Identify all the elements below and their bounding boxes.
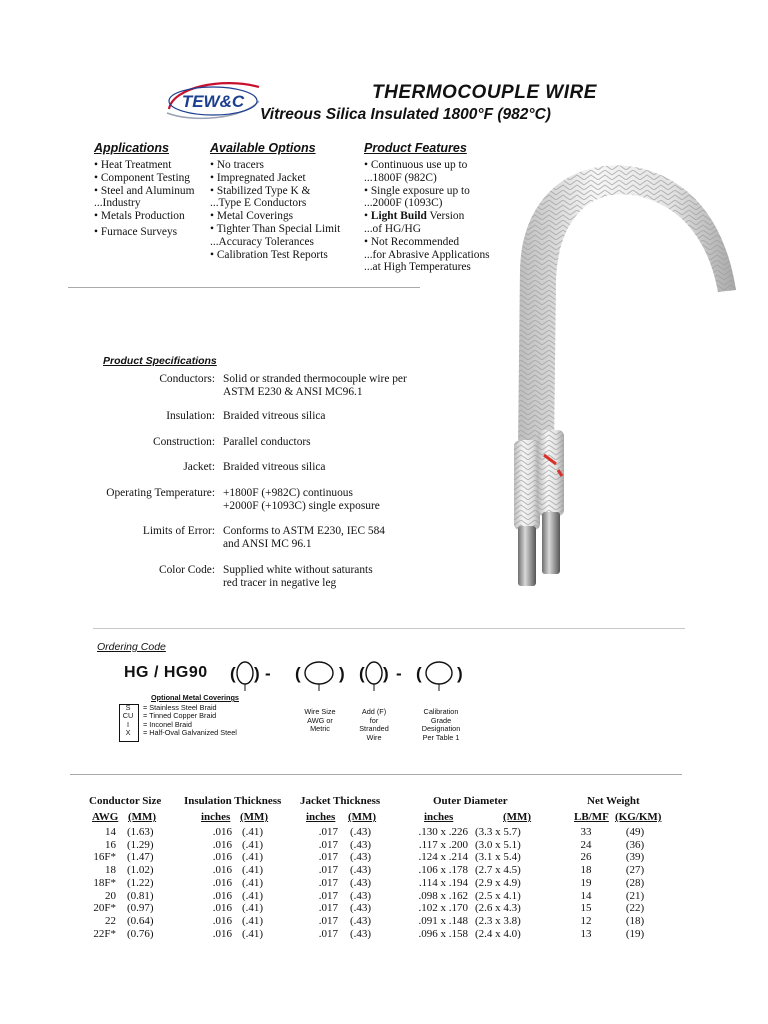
spec-line: +1800F (+982C) continuous: [223, 487, 353, 499]
cell-insulation-mm: (.41): [242, 902, 264, 915]
cell-outer-mm: (3.0 x 5.1): [475, 838, 521, 851]
spec-line: red tracer in negative leg: [223, 576, 337, 589]
cell-outer-in: .106 x .178: [418, 864, 468, 877]
table-row: [80, 890, 680, 903]
cell-awg: 20: [105, 889, 116, 902]
cell-outer-mm: (2.9 x 4.9): [475, 876, 521, 889]
cell-weight-kg: (39): [625, 851, 645, 864]
specs-heading: Product Specifications: [103, 355, 217, 367]
list-item: • Furnace Surveys: [94, 225, 178, 238]
list-item: ...of HG/HG: [364, 222, 421, 235]
cell-jacket-mm: (.43): [350, 902, 372, 915]
list-item: • Metals Production: [94, 210, 185, 223]
company-logo: [163, 79, 263, 121]
page-title: THERMOCOUPLE WIRE: [372, 82, 597, 103]
subheader-mm: (MM): [240, 811, 269, 823]
cell-weight-lb: 18: [580, 864, 592, 877]
calibration-note: Calibration Grade Designation Per Table 1: [421, 707, 461, 742]
spec-line: ASTM E230 & ANSI MC96.1: [223, 385, 363, 398]
list-item: • Calibration Test Reports: [210, 248, 328, 261]
cell-insulation-in: .016: [212, 914, 232, 927]
col-header-weight: Net Weight: [587, 795, 640, 807]
cell-jacket-in: .017: [318, 914, 338, 927]
spec-label: Insulation:: [166, 410, 215, 422]
cell-weight-lb: 12: [580, 914, 592, 927]
cell-insulation-in: .016: [212, 927, 232, 940]
cell-jacket-mm: (.43): [350, 927, 372, 940]
cell-awg-mm: (0.64): [127, 914, 154, 927]
cell-awg: 14: [105, 826, 116, 838]
cell-weight-kg: (28): [625, 876, 645, 889]
cell-awg-mm: (1.22): [127, 876, 154, 889]
svg-text:-: -: [265, 664, 271, 683]
features-section: [364, 141, 490, 274]
cell-outer-in: .114 x .194: [418, 876, 468, 889]
list-item: ...Industry: [94, 197, 141, 210]
spec-value: [223, 461, 423, 474]
list-item: • Single exposure up to: [364, 184, 470, 197]
cell-weight-kg: (18): [625, 914, 645, 927]
cell-insulation-mm: (.41): [242, 914, 264, 927]
cell-outer-mm: (3.3 x 5.7): [475, 826, 521, 838]
list-item: ...at High Temperatures: [364, 261, 471, 274]
covering-row: CU = Tinned Copper Braid: [122, 711, 217, 720]
cell-outer-mm: (2.7 x 4.5): [475, 864, 521, 877]
spec-label: Operating Temperature:: [106, 487, 215, 499]
applications-list: [94, 159, 195, 239]
cell-insulation-mm: (.41): [242, 876, 264, 889]
cell-insulation-in: .016: [212, 864, 232, 877]
col-header-conductor: Conductor Size: [89, 795, 162, 807]
cell-outer-mm: (2.5 x 4.1): [475, 889, 521, 902]
cell-outer-mm: (2.4 x 4.0): [475, 927, 521, 940]
ordering-heading: Ordering Code: [97, 641, 166, 653]
divider: [68, 287, 420, 288]
svg-text:(: (: [359, 664, 365, 683]
spec-line: Parallel conductors: [223, 436, 311, 448]
spec-value: [223, 564, 423, 590]
list-item: • Tighter Than Special Limit: [210, 222, 341, 235]
spec-label: Jacket:: [183, 461, 215, 473]
spec-line: Braided vitreous silica: [223, 461, 326, 473]
features-list: [364, 159, 490, 274]
cell-jacket-in: .017: [318, 838, 338, 851]
bold-fragment: Light Build: [370, 210, 427, 223]
divider: [70, 774, 682, 775]
cell-jacket-mm: (.43): [350, 876, 372, 889]
list-item: ...2000F (1093C): [364, 197, 443, 210]
applications-heading: Applications: [94, 141, 170, 155]
cell-insulation-in: .016: [212, 851, 232, 864]
cell-jacket-in: .017: [318, 902, 338, 915]
table-row: [80, 826, 680, 839]
cell-awg: 16F*: [93, 851, 116, 864]
wire-size-note: Wire Size AWG or Metric: [304, 707, 336, 734]
subheader-mm: (MM): [503, 811, 532, 823]
table-row: [80, 877, 680, 890]
spec-label: Conductors:: [159, 373, 215, 385]
subheader-inches: inches: [306, 811, 336, 823]
cell-awg-mm: (1.02): [127, 864, 154, 877]
spec-label: Color Code:: [158, 564, 215, 576]
subheader-inches: inches: [424, 811, 454, 823]
options-heading: Available Options: [210, 141, 316, 155]
cell-jacket-in: .017: [318, 927, 338, 940]
spec-value: [223, 487, 423, 513]
ordering-code-slots: [225, 658, 475, 692]
spec-value: [223, 410, 423, 423]
list-item: • Heat Treatment: [94, 159, 172, 171]
subheader-awg: AWG: [92, 811, 119, 823]
cell-weight-kg: (21): [625, 889, 645, 902]
features-heading: Product Features: [364, 141, 467, 155]
list-item: • Steel and Aluminum: [94, 184, 195, 197]
list-item: ...Type E Conductors: [210, 197, 307, 210]
options-list: [210, 159, 340, 261]
cell-weight-lb: 13: [580, 927, 592, 940]
cell-awg-mm: (1.47): [127, 851, 154, 864]
spec-line: +2000F (+1093C) single exposure: [223, 499, 380, 512]
cell-outer-in: .102 x .170: [418, 902, 468, 915]
subheader-mm: (MM): [348, 811, 377, 823]
covering-row: I = Inconel Braid: [126, 719, 192, 729]
divider: [93, 628, 685, 629]
cell-jacket-in: .017: [318, 826, 338, 838]
cell-outer-in: .117 x .200: [418, 838, 468, 851]
cell-outer-in: .124 x .214: [418, 851, 468, 864]
cell-outer-in: .098 x .162: [418, 889, 468, 902]
cell-outer-mm: (2.3 x 3.8): [475, 914, 521, 927]
metal-coverings-table: [113, 694, 283, 738]
spec-value: [223, 525, 423, 551]
cell-weight-lb: 26: [580, 851, 592, 864]
applications-section: [94, 141, 195, 239]
cell-jacket-mm: (.43): [350, 914, 372, 927]
list-item: ...1800F (982C): [364, 171, 437, 184]
cell-insulation-mm: (.41): [242, 826, 264, 838]
list-item: • Light Build Version: [364, 210, 465, 223]
spec-line: Conforms to ASTM E230, IEC 584: [223, 525, 386, 537]
cell-awg: 18: [105, 864, 116, 877]
cell-outer-in: .130 x .226: [418, 826, 468, 838]
list-item: • Metal Coverings: [210, 210, 294, 223]
cell-awg-mm: (0.97): [127, 902, 154, 915]
cell-awg: 16: [105, 838, 116, 851]
cell-awg-mm: (0.76): [127, 927, 154, 940]
svg-text:): ): [383, 664, 389, 683]
cell-insulation-in: .016: [212, 902, 232, 915]
table-row: [80, 851, 680, 864]
list-item: • Stabilized Type K &: [210, 184, 311, 197]
svg-text:): ): [339, 664, 345, 683]
cell-insulation-mm: (.41): [242, 864, 264, 877]
subheader-lbmf: LB/MF: [574, 811, 609, 823]
cell-weight-kg: (22): [625, 902, 645, 915]
cell-weight-kg: (19): [625, 927, 645, 940]
subheader-mm: (MM): [128, 811, 157, 823]
cell-jacket-mm: (.43): [350, 864, 372, 877]
spec-value: [223, 373, 423, 399]
page-subtitle: Vitreous Silica Insulated 1800°F (982°C): [260, 106, 551, 123]
cell-insulation-mm: (.41): [242, 851, 264, 864]
spec-line: Supplied white without saturants: [223, 564, 373, 576]
cell-awg: 22: [105, 914, 116, 927]
table-row: [80, 915, 680, 928]
cell-awg-mm: (1.63): [127, 826, 154, 838]
cell-awg: 20F*: [93, 902, 116, 915]
wire-product-image: [500, 150, 750, 590]
coverings-heading: Optional Metal Coverings: [151, 693, 239, 702]
covering-row: X = Half-Oval Galvanized Steel: [125, 728, 237, 737]
cell-jacket-in: .017: [318, 876, 338, 889]
list-item: • Impregnated Jacket: [210, 171, 306, 184]
cell-insulation-mm: (.41): [242, 889, 264, 902]
svg-text:): ): [254, 664, 260, 683]
cell-weight-lb: 33: [580, 826, 592, 838]
cell-awg-mm: (0.81): [127, 889, 154, 902]
cell-awg: 18F*: [93, 876, 116, 889]
list-item: • Component Testing: [94, 171, 191, 184]
cell-insulation-in: .016: [212, 876, 232, 889]
table-row: [80, 864, 680, 877]
cell-jacket-mm: (.43): [350, 838, 372, 851]
subheader-inches: inches: [201, 811, 231, 823]
svg-text:(: (: [295, 664, 301, 683]
cell-weight-lb: 14: [580, 889, 592, 902]
cell-weight-lb: 24: [580, 838, 592, 851]
col-header-jacket: Jacket Thickness: [300, 795, 381, 807]
list-item: ...for Abrasive Applications: [364, 248, 490, 261]
cell-insulation-in: .016: [212, 889, 232, 902]
cell-jacket-in: .017: [318, 864, 338, 877]
cell-insulation-mm: (.41): [242, 838, 264, 851]
logo-text: TEW&C: [181, 92, 245, 111]
cell-insulation-mm: (.41): [242, 927, 264, 940]
options-section: [210, 141, 340, 261]
svg-text:(: (: [230, 664, 236, 683]
spec-label: Limits of Error:: [142, 525, 215, 537]
spec-label: Construction:: [152, 436, 215, 448]
covering-row: S = Stainless Steel Braid: [125, 702, 217, 712]
subheader-kgkm: (KG/KM): [615, 811, 662, 823]
cell-jacket-in: .017: [318, 889, 338, 902]
cell-weight-kg: (27): [625, 864, 645, 877]
spec-line: and ANSI MC 96.1: [223, 537, 312, 550]
list-item: • No tracers: [210, 159, 264, 171]
spec-line: Solid or stranded thermocouple wire per: [223, 373, 407, 385]
list-item: • Not Recommended: [364, 235, 460, 248]
list-item: ...Accuracy Tolerances: [210, 235, 314, 248]
spec-line: Braided vitreous silica: [223, 410, 326, 422]
table-row: [80, 928, 680, 941]
cell-outer-in: .096 x .158: [418, 927, 468, 940]
cell-awg-mm: (1.29): [127, 838, 154, 851]
list-item: • Continuous use up to: [364, 159, 468, 171]
svg-text:(: (: [416, 664, 422, 683]
svg-text:-: -: [396, 664, 402, 683]
stranded-note: Add (F) for Stranded Wire: [359, 707, 389, 742]
cell-jacket-in: .017: [318, 851, 338, 864]
cell-weight-kg: (36): [625, 838, 645, 851]
cell-outer-mm: (3.1 x 5.4): [475, 851, 521, 864]
cell-jacket-mm: (.43): [350, 889, 372, 902]
col-header-outer: Outer Diameter: [433, 795, 508, 807]
cell-weight-kg: (49): [625, 826, 645, 838]
cell-weight-lb: 19: [580, 876, 592, 889]
col-header-insulation: Insulation Thickness: [184, 795, 282, 807]
cell-outer-in: .091 x .148: [418, 914, 468, 927]
cell-awg: 22F*: [93, 927, 116, 940]
cell-jacket-mm: (.43): [350, 826, 372, 838]
cell-insulation-in: .016: [212, 838, 232, 851]
spec-value: [223, 436, 423, 449]
cell-outer-mm: (2.6 x 4.3): [475, 902, 521, 915]
cell-insulation-in: .016: [212, 826, 232, 838]
svg-text:): ): [457, 664, 463, 683]
table-row: [80, 902, 680, 915]
cell-jacket-mm: (.43): [350, 851, 372, 864]
cell-weight-lb: 15: [580, 902, 592, 915]
table-row: [80, 839, 680, 852]
ordering-prefix: HG / HG90: [124, 664, 208, 681]
